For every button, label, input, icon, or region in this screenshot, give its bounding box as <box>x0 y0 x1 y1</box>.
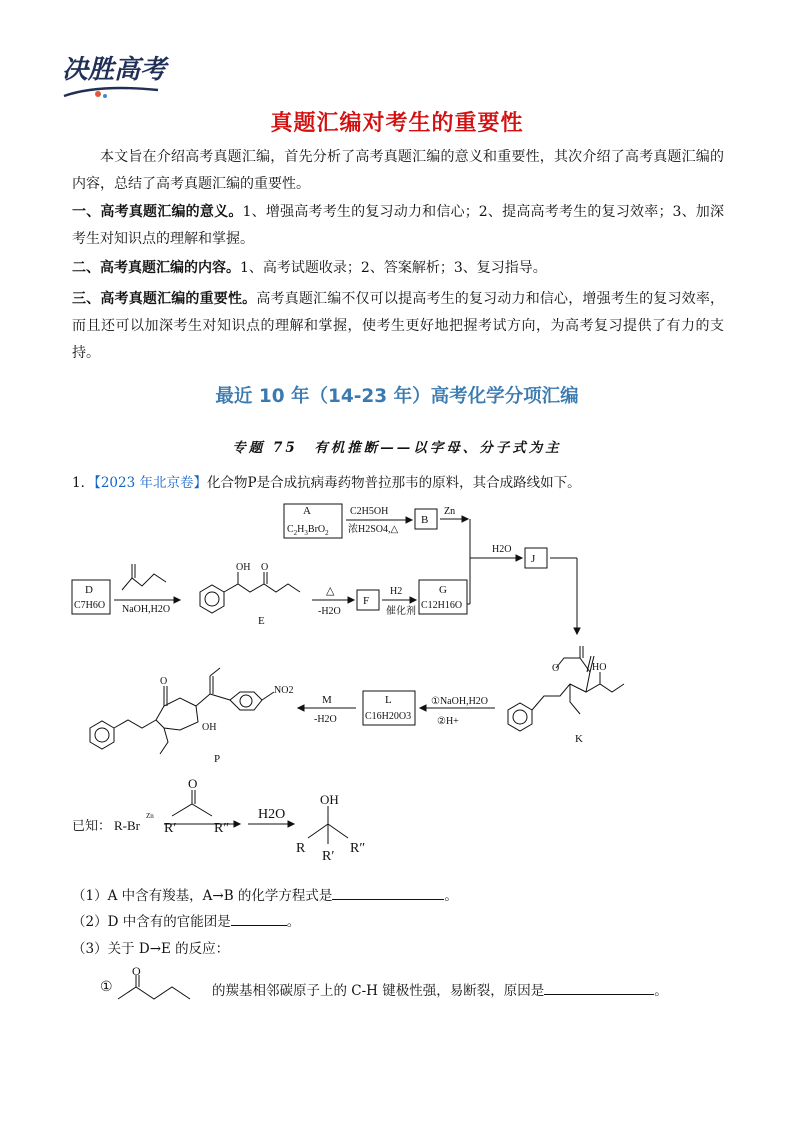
section-3-body: 高考真题汇编不仅可以提高考生的复习动力和信心，增强考生的复习效率，而且还可以加深考生对知识点的理解和掌握，使考生更好地把握考试方向，为高考复习提供了有力的支持。 <box>72 291 724 361</box>
ketone-structure <box>114 965 206 1007</box>
label-k: K <box>575 733 583 745</box>
subquestion-3 <box>72 937 229 957</box>
item-1-question: 的羰基相邻碳原子上的 C-H 键极性强，易断裂，原因是 <box>212 983 545 999</box>
answer-blank-2[interactable] <box>231 911 287 926</box>
subquestion-2 <box>72 910 300 930</box>
known-reaction <box>72 776 392 876</box>
known-zn: Zn <box>146 812 154 820</box>
oh-label-p: OH <box>202 722 217 733</box>
formula-g: C12H16O <box>421 600 463 611</box>
section-2-heading: 二、高考真题汇编的内容。 <box>72 260 240 276</box>
section-3-heading: 三、高考真题汇编的重要性。 <box>72 291 257 307</box>
known-r2b: R″ <box>350 841 366 856</box>
reagent-acid: 浓H2SO4,△ <box>348 524 399 535</box>
known-o: O <box>188 776 198 791</box>
o-label-p: O <box>160 676 168 687</box>
section-1 <box>72 199 724 253</box>
subquestion-1-text: （1）A 中含有羧基，A→B 的化学方程式是 <box>72 888 333 904</box>
ketone-o-label: O <box>132 965 141 978</box>
label-p: P <box>214 753 221 765</box>
subquestion-2-end: 。 <box>286 914 301 930</box>
answer-blank-3[interactable] <box>544 980 654 995</box>
section-3 <box>72 286 724 367</box>
subquestion-3-item-1 <box>100 965 700 1015</box>
item-number: ① <box>100 979 113 995</box>
subquestion-1 <box>72 884 458 904</box>
section-1-heading: 一、高考真题汇编的意义。 <box>72 204 243 220</box>
reagent-minus-water-2: -H2O <box>314 714 337 725</box>
o-label-e: O <box>261 562 269 573</box>
label-a: A <box>303 505 311 517</box>
reagent-step2: ②H+ <box>437 716 459 727</box>
reagent-minus-water: -H2O <box>318 606 341 617</box>
label-j: J <box>531 553 536 565</box>
section-1-body: 1、增强高考考生的复习动力和信心；2、提高高考考生的复习效率；3、加深考生对知识点的理解和掌握。 <box>72 204 724 247</box>
reagent-water: H2O <box>492 544 512 555</box>
formula-l: C16H20O3 <box>365 711 412 722</box>
known-oh: OH <box>320 792 339 807</box>
reagent-catalyst: 催化剂 <box>386 606 416 617</box>
reagent-naoh: NaOH,H2O <box>122 604 171 615</box>
formula-d: C7H6O <box>74 600 106 611</box>
question-number: 1． <box>72 475 95 491</box>
ho-label-k: HO <box>592 662 607 673</box>
known-r: R <box>296 841 306 856</box>
collection-title: 最近 10 年（14-23 年）高考化学分项汇编 <box>215 386 579 407</box>
question-source: 【2023 年北京卷】 <box>94 475 207 491</box>
known-h2o: H2O <box>258 807 286 822</box>
topic-title: 专题 75 有机推断——以字母、分子式为主 <box>232 440 562 456</box>
no2-label: NO2 <box>274 685 294 696</box>
known-rbr: R-Br <box>114 818 140 833</box>
oh-label-e: OH <box>236 562 251 573</box>
known-r2: R″ <box>214 821 230 836</box>
reagent-step1: ①NaOH,H2O <box>431 696 489 707</box>
label-b: B <box>421 514 429 526</box>
reagent-h2: H2 <box>390 586 403 597</box>
synthesis-scheme <box>60 496 700 771</box>
logo <box>58 44 170 104</box>
label-l: L <box>385 694 392 706</box>
reagent-ethanol: C2H5OH <box>350 506 389 517</box>
subquestion-3-text: （3）关于 D→E 的反应： <box>72 941 230 957</box>
reagent-zn: Zn <box>444 506 456 517</box>
box-j <box>525 548 547 568</box>
label-e: E <box>258 615 265 627</box>
reagent-m: M <box>322 694 332 706</box>
subquestion-1-end: 。 <box>444 888 458 904</box>
known-r1: R′ <box>164 821 177 836</box>
known-label: 已知： <box>72 818 112 833</box>
section-2 <box>72 255 724 282</box>
item-1-text <box>212 979 668 999</box>
label-d: D <box>85 584 93 596</box>
reagent-heat: △ <box>326 585 335 597</box>
logo-text: 决胜高考 <box>62 55 167 84</box>
item-1-end: 。 <box>654 983 668 999</box>
answer-blank-1[interactable] <box>332 885 444 900</box>
formula-a: $C_2H_3BrO_2$ <box>287 524 329 537</box>
section-2-body: 1、高考试题收录；2、答案解析；3、复习指导。 <box>240 260 547 276</box>
intro-paragraph: 本文旨在介绍高考真题汇编，首先分析了高考真题汇编的意义和重要性，其次介绍了高考真题汇编的内容，总结了高考真题汇编的重要性。 <box>72 149 724 192</box>
o-label-k: O <box>552 663 560 674</box>
question-stem <box>72 471 581 491</box>
label-g: G <box>439 584 447 596</box>
subquestion-2-text: （2）D 中含有的官能团是 <box>72 914 231 930</box>
known-r1b: R′ <box>322 849 335 864</box>
document-title: 真题汇编对考生的重要性 <box>270 111 524 136</box>
question-text: 化合物P是合成抗病毒药物普拉那韦的原料，其合成路线如下。 <box>207 475 581 491</box>
label-f: F <box>363 595 370 607</box>
